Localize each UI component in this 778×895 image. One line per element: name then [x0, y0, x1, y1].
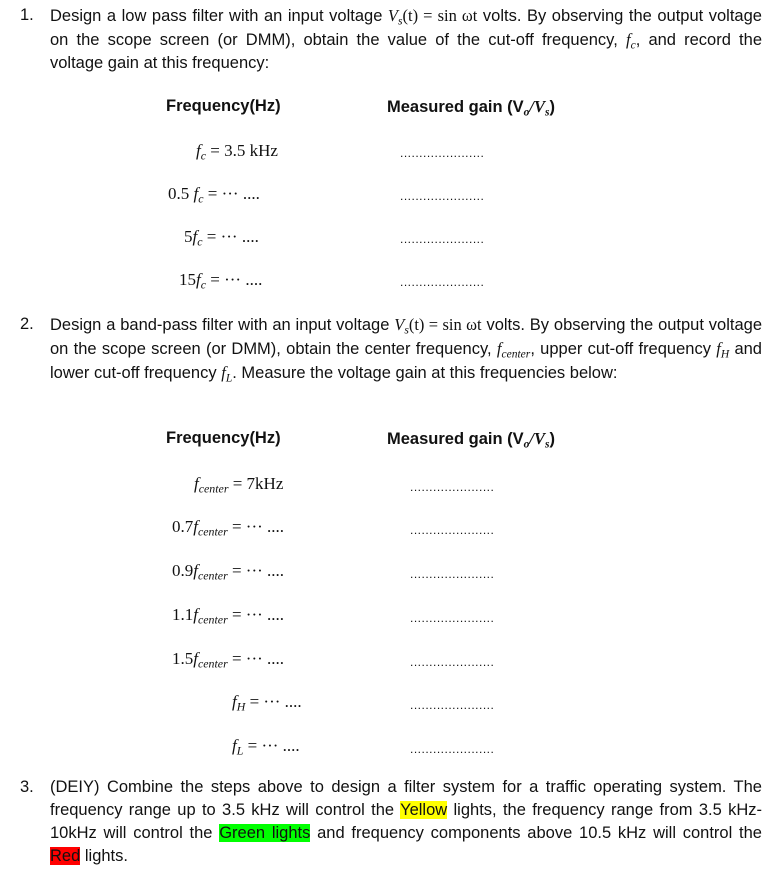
q1-blank: ...................... [400, 146, 485, 160]
fl-symbol: $f_L$ [221, 363, 233, 385]
question-1 [20, 4, 762, 75]
q2-header-frequency: Frequency(Hz) [166, 429, 281, 447]
fcenter-symbol: $f_{center}$ [496, 339, 531, 361]
q1-row-15fc: $15f_c$ = ··· .... [179, 270, 263, 292]
q2-row-11fcenter: $1.1f_{center}$ = ··· .... [172, 605, 285, 627]
question-number: 2. [20, 315, 34, 333]
vs-symbol: $V_s$ [387, 6, 403, 28]
question-2 [20, 313, 762, 385]
q1-row-5fc: $5f_c$ = ··· .... [184, 227, 259, 249]
question-text: (DEIY) Combine the steps above to design a filter system for a traffic operating system. The frequency range up to 3.5 kHz will control the Yellow lights, the frequency range from 3.5 kHz-10kHz will control the Green lights and frequency components above 10.5 kHz will control the Red lights. [50, 778, 762, 865]
q2-blank: ...................... [410, 611, 495, 625]
q2-blank: ...................... [410, 480, 495, 494]
q2-row-fcenter: $f_{center} = 7kHz$ [194, 474, 284, 496]
q1-row-05fc: 0.5 $f_c$ = ··· .... [168, 184, 260, 206]
q2-row-09fcenter: $0.9f_{center}$ = ··· .... [172, 561, 285, 583]
q1-header-gain: Measured gain $(V_o/V_s)$ [387, 97, 555, 119]
q2-header-gain: Measured gain $(V_o/V_s)$ [387, 429, 555, 451]
q1-row-fc: $f_c = 3.5$ kHz [196, 141, 278, 163]
question-text: Design a low pass filter with an input voltage $V_s(t) = \sin \omega t$ volts. By observing the output voltage on the scope screen (or DMM), obtain the value of the cut-off frequency, $f_c$, and record the voltage gain at this frequency: [50, 6, 762, 72]
vs-symbol: $V_s$ [394, 315, 409, 337]
fc-symbol: $f_c$ [625, 30, 636, 52]
question-number: 3. [20, 778, 34, 796]
question-3 [20, 776, 762, 868]
q2-row-fh: $f_H$ = ··· .... [232, 692, 302, 714]
green-highlight: Green lights [219, 824, 311, 842]
q2-blank: ...................... [410, 698, 495, 712]
q2-row-15fcenter: $1.5f_{center}$ = ··· .... [172, 649, 285, 671]
q1-header-frequency: Frequency(Hz) [166, 97, 281, 115]
q2-blank: ...................... [410, 523, 495, 537]
yellow-highlight: Yellow [400, 801, 448, 819]
question-number: 1. [20, 6, 34, 24]
q2-row-07fcenter: $0.7f_{center}$ = ··· .... [172, 517, 285, 539]
q2-blank: ...................... [410, 655, 495, 669]
q1-blank: ...................... [400, 189, 485, 203]
q2-row-fl: $f_L$ = ··· .... [232, 736, 300, 758]
question-text: Design a band-pass filter with an input voltage $V_s(t) = \sin \omega t$ volts. By observing the output voltage on the scope screen (or DMM), obtain the center frequency, $f_{center}$, upper cut-off frequency $f_H$ and lower cut-off frequency $f_L$. Measure the voltage gain at this frequencies below: [50, 315, 762, 385]
red-highlight: Red [50, 847, 81, 865]
q1-blank: ...................... [400, 275, 485, 289]
fh-symbol: $f_H$ [716, 339, 730, 361]
q2-blank: ...................... [410, 567, 495, 581]
q2-blank: ...................... [410, 742, 495, 756]
q1-blank: ...................... [400, 232, 485, 246]
